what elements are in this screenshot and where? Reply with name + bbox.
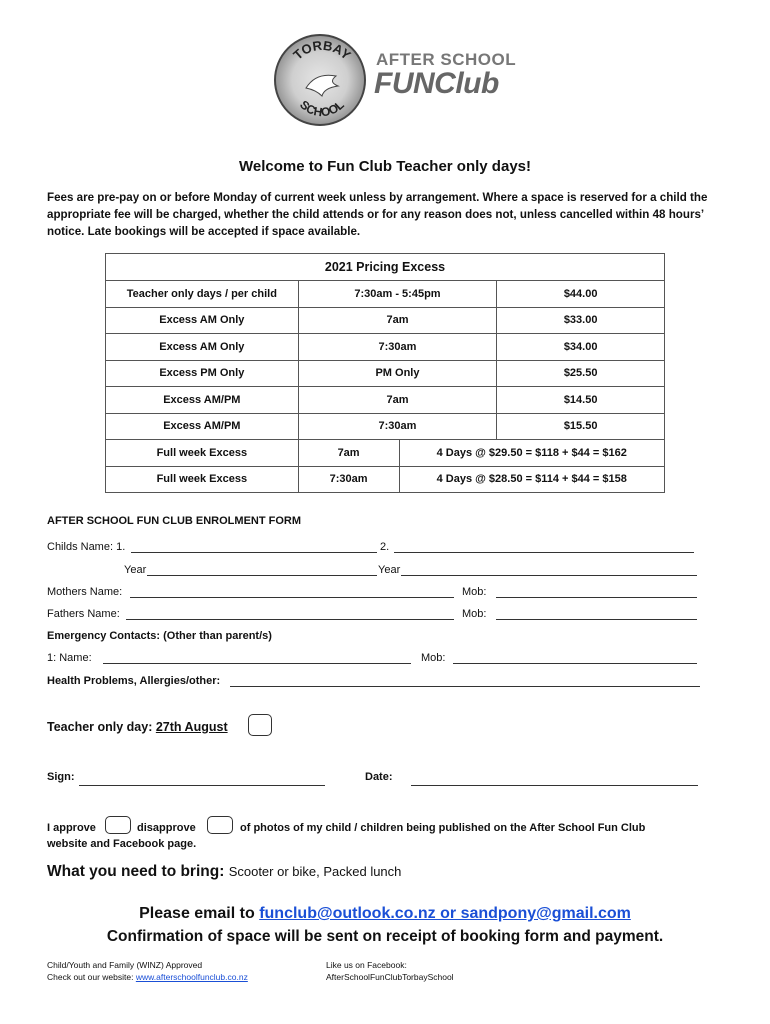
health-field[interactable] (230, 686, 700, 687)
pricing-table (105, 253, 665, 493)
pricing-row (106, 360, 665, 387)
pricing-cell: $34.00 (497, 334, 665, 361)
child1-name-field[interactable] (131, 552, 377, 553)
footer-left (47, 959, 248, 983)
seal-top-text: TORBAY (290, 37, 354, 63)
svg-text:TORBAY (290, 38, 354, 63)
pricing-row (106, 307, 665, 334)
bird-icon (306, 75, 338, 96)
bring-value: Scooter or bike, Packed lunch (228, 864, 402, 879)
emergency-name-field[interactable] (103, 663, 411, 664)
date-label: Date: (365, 771, 393, 783)
pricing-cell: Full week Excess (106, 440, 299, 467)
mothers-mob-field[interactable] (496, 597, 697, 598)
sign-field[interactable] (79, 785, 325, 786)
pricing-cell: PM Only (298, 360, 497, 387)
form-heading: AFTER SCHOOL FUN CLUB ENROLMENT FORM (47, 515, 302, 527)
teacher-day-checkbox[interactable] (248, 714, 272, 736)
child2-number-label: 2. (380, 541, 390, 553)
email-link[interactable]: funclub@outlook.co.nz or sandpony@gmail.com (259, 905, 631, 922)
sign-label: Sign: (47, 771, 75, 783)
pricing-cell: 7am (298, 387, 497, 414)
pricing-cell: 4 Days @ $29.50 = $118 + $44 = $162 (399, 440, 664, 467)
pricing-cell: $33.00 (497, 307, 665, 334)
fathers-name-field[interactable] (126, 619, 454, 620)
pricing-row (106, 281, 665, 308)
photos-consent-text: of photos of my child / children being published on the After School Fun Club (240, 822, 646, 834)
year2-label: Year (378, 564, 401, 576)
pricing-cell: 7:30am (298, 334, 497, 361)
pricing-cell: 7:30am (298, 466, 399, 493)
what-to-bring (47, 863, 401, 881)
childs-name-label: Childs Name: 1. (47, 541, 126, 553)
year1-label: Year (124, 564, 147, 576)
disapprove-label: disapprove (137, 822, 196, 834)
emergency-mob-field[interactable] (453, 663, 697, 664)
pricing-cell: Excess PM Only (106, 360, 299, 387)
fathers-mob-label: Mob: (462, 608, 487, 620)
mothers-name-field[interactable] (130, 597, 454, 598)
date-field[interactable] (411, 785, 698, 786)
approved-note: Child/Youth and Family (WINZ) Approved (47, 960, 203, 970)
pricing-cell: Excess AM/PM (106, 387, 299, 414)
mothers-mob-label: Mob: (462, 586, 487, 598)
pricing-row (106, 387, 665, 414)
brand-line2: FUNClub (374, 67, 499, 100)
pricing-cell: Excess AM Only (106, 307, 299, 334)
fathers-mob-field[interactable] (496, 619, 697, 620)
footer-right (326, 959, 454, 983)
approve-checkbox[interactable] (105, 816, 131, 834)
pricing-row (106, 466, 665, 493)
emergency-contacts-label: Emergency Contacts: (Other than parent/s) (47, 630, 272, 642)
facebook-label: Like us on Facebook: (326, 960, 407, 970)
pricing-cell: Excess AM/PM (106, 413, 299, 440)
child2-name-field[interactable] (394, 552, 694, 553)
pricing-row (106, 334, 665, 361)
pricing-cell: Excess AM Only (106, 334, 299, 361)
pricing-cell: 7:30am - 5:45pm (298, 281, 497, 308)
year1-field[interactable] (147, 575, 377, 576)
photos-consent-text-2: website and Facebook page. (47, 838, 197, 850)
facebook-page[interactable]: AfterSchoolFunClubTorbaySchool (326, 972, 454, 982)
mothers-name-label: Mothers Name: (47, 586, 123, 598)
disapprove-checkbox[interactable] (207, 816, 233, 834)
pricing-cell: $44.00 (497, 281, 665, 308)
school-seal-logo (274, 34, 366, 126)
website-link[interactable]: www.afterschoolfunclub.co.nz (135, 972, 248, 982)
approve-label: I approve (47, 822, 96, 834)
emergency-name-label: 1: Name: (47, 652, 92, 664)
bring-label: What you need to bring: (47, 863, 225, 880)
pricing-row (106, 440, 665, 467)
emergency-mob-label: Mob: (421, 652, 446, 664)
email-line (0, 905, 770, 923)
pricing-cell: $15.50 (497, 413, 665, 440)
fathers-name-label: Fathers Name: (47, 608, 120, 620)
health-label: Health Problems, Allergies/other: (47, 675, 221, 687)
teacher-day-label: Teacher only day: (47, 720, 153, 734)
seal-bottom-text: SCHOOL (297, 97, 347, 120)
page-title: Welcome to Fun Club Teacher only days! (239, 158, 531, 175)
email-prefix: Please email to (139, 905, 255, 922)
website-label: Check out our website: (47, 972, 134, 982)
teacher-day-date: 27th August (155, 720, 228, 734)
pricing-cell: 7am (298, 307, 497, 334)
pricing-cell: 7:30am (298, 413, 497, 440)
pricing-cell: $14.50 (497, 387, 665, 414)
fees-intro: Fees are pre-pay on or before Monday of current week unless by arrangement. Where a space is reserved for a child the appropriate fee will be charged, whether the child attends or for any reason does not, unless cancelled within 48 hours’ notice. Late bookings will be accepted if space available. (47, 191, 708, 238)
pricing-cell: 4 Days @ $28.50 = $114 + $44 = $158 (399, 466, 664, 493)
pricing-cell: Full week Excess (106, 466, 299, 493)
svg-text:SCHOOL (297, 98, 347, 120)
brand-line1: AFTER SCHOOL (376, 50, 517, 69)
pricing-caption: 2021 Pricing Excess (106, 254, 665, 281)
pricing-row (106, 413, 665, 440)
teacher-day-row (47, 720, 228, 734)
confirmation-note: Confirmation of space will be sent on receipt of booking form and payment. (106, 928, 664, 945)
pricing-cell: Teacher only days / per child (106, 281, 299, 308)
pricing-cell: $25.50 (497, 360, 665, 387)
year2-field[interactable] (401, 575, 697, 576)
pricing-cell: 7am (298, 440, 399, 467)
